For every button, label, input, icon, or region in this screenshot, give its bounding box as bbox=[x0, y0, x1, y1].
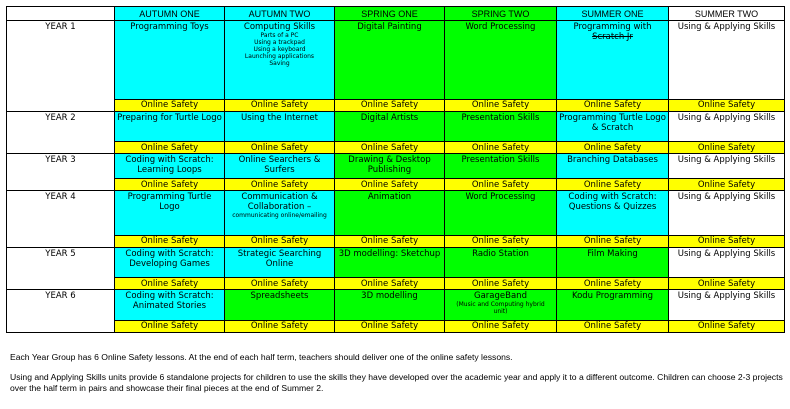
unit-cell: Preparing for Turtle Logo bbox=[115, 111, 225, 142]
online-safety-cell: Online Safety bbox=[669, 320, 785, 332]
column-header-summer-two: SUMMER TWO bbox=[669, 7, 785, 21]
unit-title: Programming Toys bbox=[130, 22, 209, 33]
unit-cell: Word Processing bbox=[445, 191, 557, 236]
unit-cell: Digital Artists bbox=[335, 111, 445, 142]
unit-cell bbox=[445, 290, 557, 321]
year-row bbox=[7, 290, 785, 321]
online-safety-cell: Online Safety bbox=[335, 320, 445, 332]
online-safety-cell: Online Safety bbox=[225, 179, 335, 191]
unit-cell: Animation bbox=[335, 191, 445, 236]
online-safety-row bbox=[7, 235, 785, 247]
online-safety-cell: Online Safety bbox=[335, 142, 445, 154]
unit-cell bbox=[445, 21, 557, 100]
unit-cell: Using & Applying Skills bbox=[669, 191, 785, 236]
unit-cell bbox=[115, 21, 225, 100]
online-safety-cell: Online Safety bbox=[445, 99, 557, 111]
online-safety-note: Each Year Group has 6 Online Safety lessons. At the end of each half term, teachers should deliver one of the online safety lessons. bbox=[10, 352, 513, 362]
unit-cell: Using & Applying Skills bbox=[669, 111, 785, 142]
online-safety-cell: Online Safety bbox=[669, 179, 785, 191]
using-applying-note: Using and Applying Skills units provide 6 standalone projects for children to use the skills they have developed over the academic year and apply it to a different outcome. Children can choose 2-3 projects over the half term in pairs and showcase their final pieces at the end of Summer 2. bbox=[10, 372, 783, 393]
column-header-spring-one: SPRING ONE bbox=[335, 7, 445, 21]
unit-cell: Programming Turtle Logo bbox=[115, 191, 225, 236]
year-row bbox=[7, 154, 785, 179]
year-row bbox=[7, 247, 785, 278]
unit-cell: Presentation Skills bbox=[445, 111, 557, 142]
online-safety-cell: Online Safety bbox=[445, 235, 557, 247]
unit-cell: Coding with Scratch: Questions & Quizzes bbox=[557, 191, 669, 236]
unit-cell: Coding with Scratch: Animated Stories bbox=[115, 290, 225, 321]
online-safety-row bbox=[7, 142, 785, 154]
online-safety-cell: Online Safety bbox=[557, 235, 669, 247]
online-safety-cell: Online Safety bbox=[115, 235, 225, 247]
unit-title: Computing Skills bbox=[243, 22, 316, 33]
online-safety-cell: Online Safety bbox=[445, 142, 557, 154]
online-safety-cell: Online Safety bbox=[557, 179, 669, 191]
online-safety-cell: Online Safety bbox=[225, 142, 335, 154]
year-row bbox=[7, 111, 785, 142]
unit-cell: Film Making bbox=[557, 247, 669, 278]
unit-cell: Drawing & Desktop Publishing bbox=[335, 154, 445, 179]
unit-cell bbox=[669, 21, 785, 100]
unit-subtopic: Using a keyboard bbox=[253, 46, 306, 54]
online-safety-cell: Online Safety bbox=[225, 99, 335, 111]
unit-subtopic: unit) bbox=[493, 308, 508, 316]
unit-title: Using & Applying Skills bbox=[677, 22, 776, 33]
unit-cell bbox=[335, 21, 445, 100]
year-label: YEAR 4 bbox=[7, 191, 115, 248]
year-label: YEAR 1 bbox=[7, 21, 115, 111]
online-safety-cell: Online Safety bbox=[669, 235, 785, 247]
column-header-spring-two: SPRING TWO bbox=[445, 7, 557, 21]
unit-title: Communication & Collaboration – bbox=[241, 192, 318, 213]
unit-cell: Branching Databases bbox=[557, 154, 669, 179]
unit-cell: Using & Applying Skills bbox=[669, 290, 785, 321]
online-safety-cell: Online Safety bbox=[225, 278, 335, 290]
online-safety-cell: Online Safety bbox=[445, 278, 557, 290]
unit-cell: Kodu Programming bbox=[557, 290, 669, 321]
unit-cell: Online Searchers & Surfers bbox=[225, 154, 335, 179]
year-label: YEAR 2 bbox=[7, 111, 115, 154]
unit-cell bbox=[225, 191, 335, 236]
online-safety-cell: Online Safety bbox=[335, 99, 445, 111]
unit-cell: Strategic Searching Online bbox=[225, 247, 335, 278]
column-header-summer-one: SUMMER ONE bbox=[557, 7, 669, 21]
online-safety-row bbox=[7, 179, 785, 191]
unit-title: Word Processing bbox=[465, 22, 536, 33]
unit-cell: Programming Turtle Logo & Scratch bbox=[557, 111, 669, 142]
online-safety-cell: Online Safety bbox=[557, 278, 669, 290]
online-safety-cell: Online Safety bbox=[335, 235, 445, 247]
year-label: YEAR 5 bbox=[7, 247, 115, 290]
online-safety-row bbox=[7, 99, 785, 111]
unit-subtopic: Parts of a PC bbox=[260, 32, 299, 40]
unit-cell: Coding with Scratch: Learning Loops bbox=[115, 154, 225, 179]
online-safety-cell: Online Safety bbox=[225, 320, 335, 332]
online-safety-row bbox=[7, 320, 785, 332]
unit-cell: 3D modelling bbox=[335, 290, 445, 321]
unit-title: Programming with bbox=[573, 22, 652, 33]
online-safety-cell: Online Safety bbox=[225, 235, 335, 247]
online-safety-cell: Online Safety bbox=[557, 142, 669, 154]
unit-cell: Using & Applying Skills bbox=[669, 154, 785, 179]
unit-subtopic: Saving bbox=[269, 60, 290, 68]
online-safety-cell: Online Safety bbox=[115, 278, 225, 290]
unit-cell: Radio Station bbox=[445, 247, 557, 278]
unit-title: GarageBand bbox=[474, 291, 527, 302]
unit-subtopic: Using a trackpad bbox=[254, 39, 305, 47]
unit-subtopic: communicating online/emailing bbox=[232, 212, 327, 220]
unit-title-struck: Scratch Jr bbox=[592, 32, 633, 43]
online-safety-cell: Online Safety bbox=[445, 179, 557, 191]
online-safety-cell: Online Safety bbox=[335, 179, 445, 191]
corner-cell bbox=[7, 7, 115, 21]
unit-cell: Presentation Skills bbox=[445, 154, 557, 179]
online-safety-cell: Online Safety bbox=[557, 99, 669, 111]
year-label: YEAR 3 bbox=[7, 154, 115, 191]
column-header-autumn-one: AUTUMN ONE bbox=[115, 7, 225, 21]
year-label: YEAR 6 bbox=[7, 290, 115, 333]
online-safety-cell: Online Safety bbox=[115, 320, 225, 332]
year-row bbox=[7, 191, 785, 236]
online-safety-cell: Online Safety bbox=[557, 320, 669, 332]
unit-title: Digital Painting bbox=[357, 22, 422, 33]
notes-section bbox=[10, 352, 785, 403]
unit-cell bbox=[225, 21, 335, 100]
online-safety-cell: Online Safety bbox=[115, 99, 225, 111]
unit-cell: 3D modelling: Sketchup bbox=[335, 247, 445, 278]
unit-cell: Using the Internet bbox=[225, 111, 335, 142]
unit-cell: Coding with Scratch: Developing Games bbox=[115, 247, 225, 278]
online-safety-cell: Online Safety bbox=[669, 142, 785, 154]
unit-cell: Spreadsheets bbox=[225, 290, 335, 321]
online-safety-cell: Online Safety bbox=[115, 142, 225, 154]
online-safety-row bbox=[7, 278, 785, 290]
online-safety-cell: Online Safety bbox=[445, 320, 557, 332]
unit-subtopic: Launching applications bbox=[244, 53, 315, 61]
online-safety-cell: Online Safety bbox=[335, 278, 445, 290]
unit-cell bbox=[557, 21, 669, 100]
year-row bbox=[7, 21, 785, 100]
curriculum-table bbox=[6, 6, 785, 333]
online-safety-cell: Online Safety bbox=[115, 179, 225, 191]
header-row bbox=[7, 7, 785, 21]
unit-subtopic: (Music and Computing hybrid bbox=[456, 301, 545, 309]
online-safety-cell: Online Safety bbox=[669, 99, 785, 111]
online-safety-cell: Online Safety bbox=[669, 278, 785, 290]
unit-cell: Using & Applying Skills bbox=[669, 247, 785, 278]
column-header-autumn-two: AUTUMN TWO bbox=[225, 7, 335, 21]
